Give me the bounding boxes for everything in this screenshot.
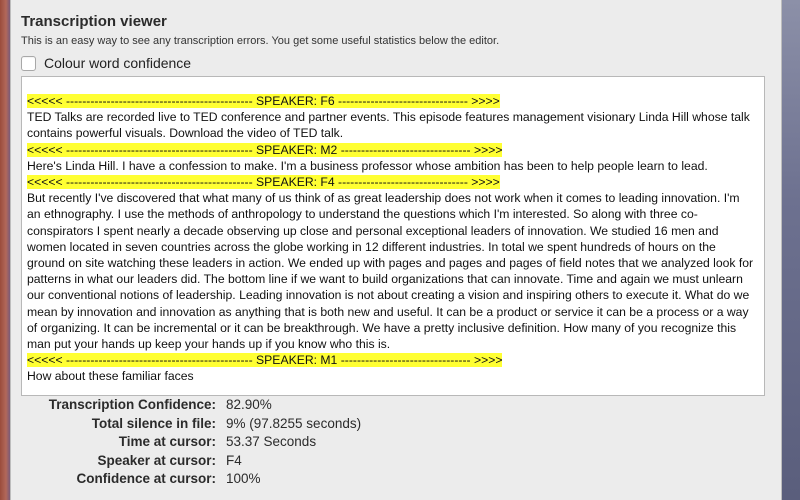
transcript-paragraph[interactable]: TED Talks are recorded live to TED conference and partner events. This episode features management visionary Linda Hill whose talk contains powerful visuals. Download the video of TED talk. [27, 110, 750, 141]
transcript-paragraph[interactable]: How about these familiar faces [27, 369, 194, 384]
stat-label: Confidence at cursor: [76, 471, 216, 486]
stat-total-silence [11, 416, 781, 435]
stat-value: 100% [226, 471, 261, 486]
stat-label: Time at cursor: [118, 434, 216, 449]
desktop-background [780, 0, 800, 500]
panel-title: Transcription viewer [21, 13, 167, 30]
stat-value: 82.90% [226, 397, 272, 412]
colour-word-confidence-checkbox[interactable] [21, 56, 36, 71]
transcript-paragraph[interactable]: But recently I've discovered that what many of us think of as great leadership does not work when it comes to leading innovation. I'm an ethnography. I use the methods of anthropology to understand the questions which I'm interested. So along with three co-conspirators I spent nearly a decade observing up close and personal exceptional leaders of innovation. We studied 16 men and women located in seven countries across the globe working in 12 different industries. In total we spent hundreds of hours on the ground on site watching these leaders in action. We ended up with pages and pages and pages of field notes that we analyzed look for patterns in what our leaders did. The bottom line if we want to build organizations that can innovate. Time and again we must unlearn our conventional notions of leadership. Leading innovation is not about creating a vision and inspiring others to execute it. What do we mean by innovation and innovation as anything that is both new and useful. It can be a product or service it can be a process or a way of organizing. It can be incremental or it can be breakthrough. We have a pretty inclusive definition. How many of you recognize this man put your hands up keep your hands up if you know who this is. [27, 191, 754, 352]
stat-label: Transcription Confidence: [48, 397, 216, 412]
stat-label: Speaker at cursor: [97, 452, 216, 468]
speaker-marker: <<<<< ---------------------------------------------- SPEAKER: F6 -------------------------------- >>>> [27, 94, 500, 108]
transcript-editor[interactable] [21, 76, 765, 396]
stat-label: Total silence in file: [91, 415, 216, 431]
speaker-marker: <<<<< ---------------------------------------------- SPEAKER: M1 -------------------------------- >>>> [27, 353, 503, 368]
stat-value: 53.37 Seconds [226, 434, 317, 449]
colour-word-confidence-option[interactable] [21, 54, 191, 72]
panel-subtitle: This is an easy way to see any transcription errors. You get some useful statistics below the editor. [21, 35, 500, 47]
colour-word-confidence-label[interactable]: Colour word confidence [44, 55, 192, 71]
stat-transcription-confidence [11, 397, 781, 416]
stat-confidence-at-cursor [11, 471, 781, 490]
statistics-section [11, 397, 781, 490]
transcript-paragraph[interactable]: Here's Linda Hill. I have a confession to make. I'm a business professor whose ambition has been to help people learn to lead. [27, 158, 708, 173]
transcript-content[interactable] [22, 77, 755, 385]
stat-value: F4 [226, 452, 242, 468]
speaker-marker: <<<<< ---------------------------------------------- SPEAKER: M2 -------------------------------- >>>> [27, 142, 503, 157]
transcription-viewer-panel [10, 0, 782, 500]
stat-value: 9% (97.8255 seconds) [226, 415, 362, 431]
speaker-marker: <<<<< ---------------------------------------------- SPEAKER: F4 -------------------------------- >>>> [27, 175, 500, 190]
stat-time-at-cursor [11, 434, 781, 453]
stat-speaker-at-cursor [11, 453, 781, 472]
